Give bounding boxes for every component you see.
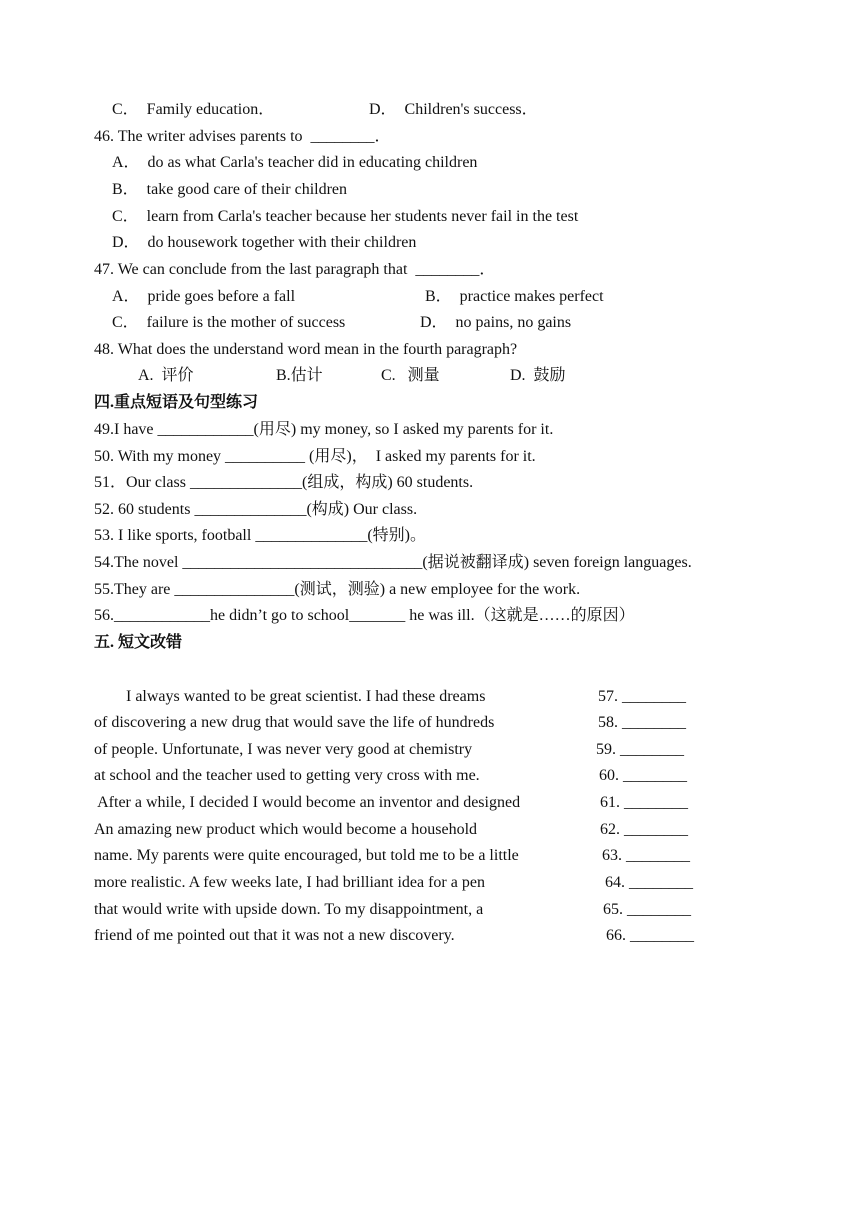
q48-option-a: A. 评价 <box>138 367 194 384</box>
q47-option-d: D． no pains, no gains <box>420 314 572 331</box>
phrase-item: 54.The novel ______________________________(据说被翻译成) seven foreign languages. <box>94 554 692 571</box>
answer-blank: 60. ________ <box>599 767 687 784</box>
phrase-item: 51．Our class ______________(组成，构成) 60 students. <box>94 474 474 491</box>
q48-option-b: B.估计 <box>276 367 323 384</box>
answer-blank: 59. ________ <box>596 741 684 758</box>
q46-option-a: A． do as what Carla's teacher did in educating children <box>112 154 478 171</box>
passage-line: at school and the teacher used to getting very cross with me. <box>94 767 480 784</box>
phrase-item: 56.____________he didn’t go to school_______ he was ill.（这就是……的原因） <box>94 607 635 624</box>
q46-option-d: D． do housework together with their children <box>112 234 417 251</box>
phrase-item: 53. I like sports, football ______________(特别)。 <box>94 527 426 544</box>
answer-blank: 66. ________ <box>606 927 694 944</box>
phrase-item: 49.I have ____________(用尽) my money, so I asked my parents for it. <box>94 421 554 438</box>
answer-blank: 64. ________ <box>605 874 693 891</box>
q47-option-b: B． practice makes perfect <box>425 288 604 305</box>
passage-line: more realistic. A few weeks late, I had brilliant idea for a pen <box>94 874 485 891</box>
q46-stem: 46. The writer advises parents to ________． <box>94 128 391 145</box>
section-4-heading: 四.重点短语及句型练习 <box>94 394 259 411</box>
q48-option-c: C. 测量 <box>381 367 440 384</box>
passage-line: that would write with upside down. To my disappointment, a <box>94 901 484 918</box>
answer-blank: 61. ________ <box>600 794 688 811</box>
q46-option-c: C． learn from Carla's teacher because her students never fail in the test <box>112 208 579 225</box>
q48-option-d: D. 鼓励 <box>510 367 566 384</box>
answer-blank: 62. ________ <box>600 821 688 838</box>
passage-line: of people. Unfortunate, I was never very good at chemistry <box>94 741 473 758</box>
q46-option-b: B． take good care of their children <box>112 181 348 198</box>
passage-line: After a while, I decided I would become an inventor and designed <box>94 794 521 811</box>
q47-option-c: C． failure is the mother of success <box>112 314 346 331</box>
passage-line: friend of me pointed out that it was not a new discovery. <box>94 927 455 944</box>
passage-line: I always wanted to be great scientist. I had these dreams <box>94 688 486 705</box>
answer-blank: 58. ________ <box>598 714 686 731</box>
answer-blank: 63. ________ <box>602 847 690 864</box>
phrase-item: 52. 60 students ______________(构成) Our class. <box>94 501 418 518</box>
q47-option-a: A． pride goes before a fall <box>112 288 296 305</box>
q45-option-c: C． Family education． <box>112 101 275 118</box>
q47-stem: 47. We can conclude from the last paragraph that ________． <box>94 261 496 278</box>
q45-option-d: D． Children's success． <box>369 101 538 118</box>
phrase-item: 55.They are _______________(测试，测验) a new employee for the work. <box>94 581 581 598</box>
q48-stem: 48. What does the understand word mean in the fourth paragraph? <box>94 341 518 358</box>
passage-line: name. My parents were quite encouraged, but told me to be a little <box>94 847 519 864</box>
passage-line: of discovering a new drug that would save the life of hundreds <box>94 714 495 731</box>
answer-blank: 65. ________ <box>603 901 691 918</box>
answer-blank: 57. ________ <box>598 688 686 705</box>
phrase-item: 50. With my money __________ (用尽)， I asked my parents for it. <box>94 448 536 465</box>
section-5-heading: 五. 短文改错 <box>94 634 183 651</box>
passage-line: An amazing new product which would become a household <box>94 821 478 838</box>
